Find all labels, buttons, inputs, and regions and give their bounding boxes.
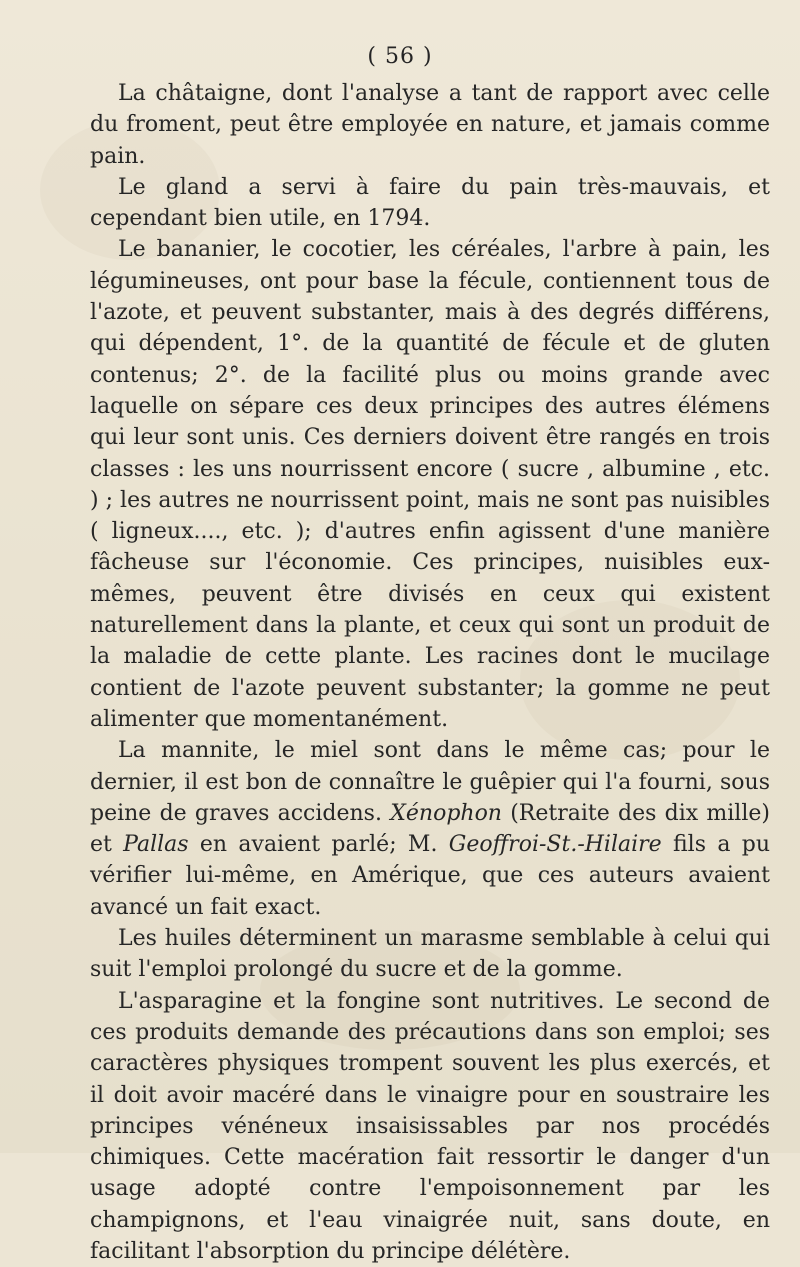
paragraph [90,234,770,735]
paragraph-text: (Retraite des dix mille) et [90,800,770,858]
body-text [90,78,770,1267]
paragraph-text: La mannite, le miel sont dans le même cas; pour le dernier, il est bon de connaître le guêpier qui l'a fourni, sous peine de graves accidens. [90,738,770,826]
italic-name: Geoffroi-St.-Hilaire [448,832,662,858]
paragraph-text: Les huiles déterminent un marasme semblable à celui qui suit l'emploi prolongé du sucre et de la gomme. [90,926,770,983]
paragraph-text: Le bananier, le cocotier, les céréales, l'arbre à pain, les légumineuses, ont pour base la fécule, contiennent tous de l'azote, et peuvent substanter, mais à des degrés différens, qui dépendent, 1°. de la quantité de fécule et de gluten contenus; 2°. de la facilité plus ou moins grande avec laquelle on sépare ces deux principes des autres élémens qui leur sont unis. Ces derniers doivent être rangés en trois classes : les uns nourrissent encore ( sucre , albumine , etc. ) ; les autres ne nourrissent point, mais ne sont pas nuisibles ( ligneux...., etc. ); d'autres enfin agissent d'une manière fâcheuse sur l'économie. Ces principes, nuisibles eux-mêmes, peuvent être divisés en ceux qui existent naturellement dans la plante, et ceux qui sont un produit de la maladie de cette plante. Les racines dont le mucilage contient de l'azote peuvent substanter; la gomme ne peut alimenter que momentanément. [90,237,770,732]
paragraph-text: fils a pu vérifier lui-même, en Amérique, que ces auteurs avaient avancé un fait exact. [90,832,770,920]
paragraph [90,923,770,986]
paragraph [90,172,770,235]
paragraph [90,78,770,172]
italic-name: Xénophon [390,800,502,826]
paragraph-text: Le gland a servi à faire du pain très-mauvais, et cependant bien utile, en 1794. [90,174,770,232]
paragraph [90,986,770,1267]
paragraph-text: La châtaigne, dont l'analyse a tant de rapport avec celle du froment, peut être employée en nature, et jamais comme pain. [90,81,770,169]
page-number: ( 56 ) [367,44,433,69]
italic-name: Pallas [123,832,189,858]
paragraph-text: L'asparagine et la fongine sont nutritives. Le second de ces produits demande des précautions dans son emploi; ses caractères physiques trompent souvent les plus exercés, et il doit avoir macéré dans le vinaigre pour en soustraire les principes vénéneux insaisissables par nos procédés chimiques. Cette macération fait ressortir le danger d'un usage adopté contre l'empoisonnement par les champignons, et l'eau vinaigrée nuit, sans doute, en facilitant l'absorption du principe délétère. [90,988,770,1264]
paragraph-text: en avaient parlé; M. [188,832,449,858]
paragraph [90,735,770,923]
